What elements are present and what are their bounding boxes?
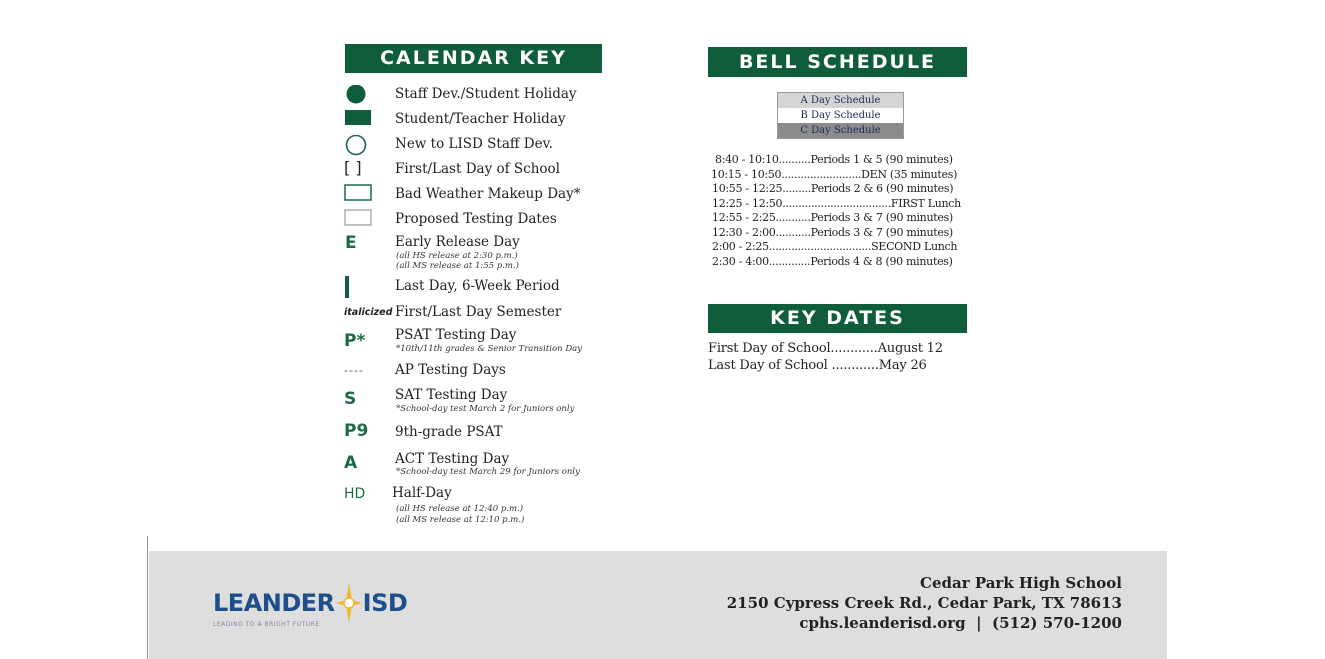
key-item-note: (all HS release at 12:40 p.m.) <box>396 504 524 514</box>
filled-circle-icon <box>344 85 368 105</box>
key-item-note: *School-day test March 29 for Juniors only <box>396 467 580 477</box>
school-address: 2150 Cypress Creek Rd., Cedar Park, TX 78613 <box>726 594 1122 612</box>
key-date-row: Last Day of School ............May 26 <box>708 358 927 373</box>
bell-row: 12:25 - 12:50..................................FIRST Lunch <box>712 196 961 210</box>
key-item-label: ACT Testing Day <box>395 451 510 467</box>
hd-symbol: HD <box>344 486 366 502</box>
act-symbol: A <box>344 453 358 473</box>
bell-schedule-list <box>711 153 961 269</box>
filled-rectangle-icon <box>344 110 372 128</box>
bell-row: 2:00 - 2:25................................SECOND Lunch <box>712 240 958 253</box>
key-item-label: Half-Day <box>392 485 452 501</box>
bell-row: 2:30 - 4:00.............Periods 4 & 8 (90 minutes) <box>712 254 953 268</box>
logo-text-left: LEANDER <box>213 589 335 617</box>
key-item-label: Proposed Testing Dates <box>395 211 557 227</box>
school-contact: cphs.leanderisd.org | (512) 570-1200 <box>799 614 1122 632</box>
key-item-label: Student/Teacher Holiday <box>395 111 566 127</box>
school-address-block <box>727 573 1122 633</box>
key-item-label: Bad Weather Makeup Day* <box>395 186 581 202</box>
key-item-label: Early Release Day <box>395 234 520 250</box>
bell-schedule-title: BELL SCHEDULE <box>708 47 967 77</box>
key-item-label: First/Last Day of School <box>395 161 560 177</box>
footer <box>149 551 1167 659</box>
key-item-note: (all MS release at 12:10 p.m.) <box>396 515 525 525</box>
vertical-bar-icon <box>344 276 354 300</box>
footer-divider <box>147 536 148 659</box>
key-item-note: *School-day test March 2 for Juniors only <box>396 404 575 414</box>
outline-circle-icon <box>344 135 370 157</box>
p9-symbol: P9 <box>344 421 369 441</box>
c-day-schedule: C Day Schedule <box>778 123 903 138</box>
bell-row: 12:30 - 2:00...........Periods 3 & 7 (90 minutes) <box>712 225 953 239</box>
gray-rectangle-icon <box>344 209 374 229</box>
key-date-row: First Day of School............August 12 <box>708 341 943 356</box>
key-item-label: AP Testing Days <box>395 362 506 378</box>
bell-row: 10:15 - 10:50.........................DEN (35 minutes) <box>711 167 958 181</box>
key-item-note: *10th/11th grades & Senior Transition Day <box>396 344 582 354</box>
key-item-note: (all HS release at 2:30 p.m.) <box>396 251 518 261</box>
compass-star-icon <box>336 583 362 623</box>
key-item-label: PSAT Testing Day <box>395 327 517 343</box>
bell-row: 12:55 - 2:25...........Periods 3 & 7 (90 minutes) <box>712 211 953 224</box>
key-item-label: SAT Testing Day <box>395 387 508 403</box>
calendar-key-title: CALENDAR KEY <box>345 44 602 73</box>
schedule-type-legend <box>777 92 904 139</box>
school-name: Cedar Park High School <box>920 574 1122 592</box>
key-dates-list <box>708 340 943 374</box>
b-day-schedule: B Day Schedule <box>778 108 903 123</box>
dashed-line-symbol: ---- <box>344 364 364 377</box>
bell-row: 8:40 - 10:10..........Periods 1 & 5 (90 minutes) <box>715 153 953 166</box>
sat-symbol: S <box>344 389 357 409</box>
bracket-icon: [ ] <box>344 158 362 177</box>
leander-isd-logo <box>213 583 407 628</box>
key-item-label: Staff Dev./Student Holiday <box>395 86 577 102</box>
key-item-note: (all MS release at 1:55 p.m.) <box>396 261 519 271</box>
key-dates-title: KEY DATES <box>708 304 967 333</box>
logo-tagline: LEADING TO A BRIGHT FUTURE <box>213 621 320 628</box>
key-item-label: Last Day, 6-Week Period <box>395 278 560 294</box>
bell-row: 10:55 - 12:25.........Periods 2 & 6 (90 minutes) <box>712 182 954 195</box>
key-item-label: First/Last Day Semester <box>395 304 562 320</box>
logo-text-right: ISD <box>362 589 408 617</box>
italicized-symbol: italicized <box>344 307 393 318</box>
key-item-label: 9th-grade PSAT <box>395 424 503 440</box>
early-release-symbol: E <box>345 233 357 253</box>
psat-symbol: P* <box>344 331 366 351</box>
a-day-schedule: A Day Schedule <box>778 93 903 108</box>
key-item-label: New to LISD Staff Dev. <box>395 136 553 152</box>
outline-rectangle-icon <box>344 184 374 204</box>
